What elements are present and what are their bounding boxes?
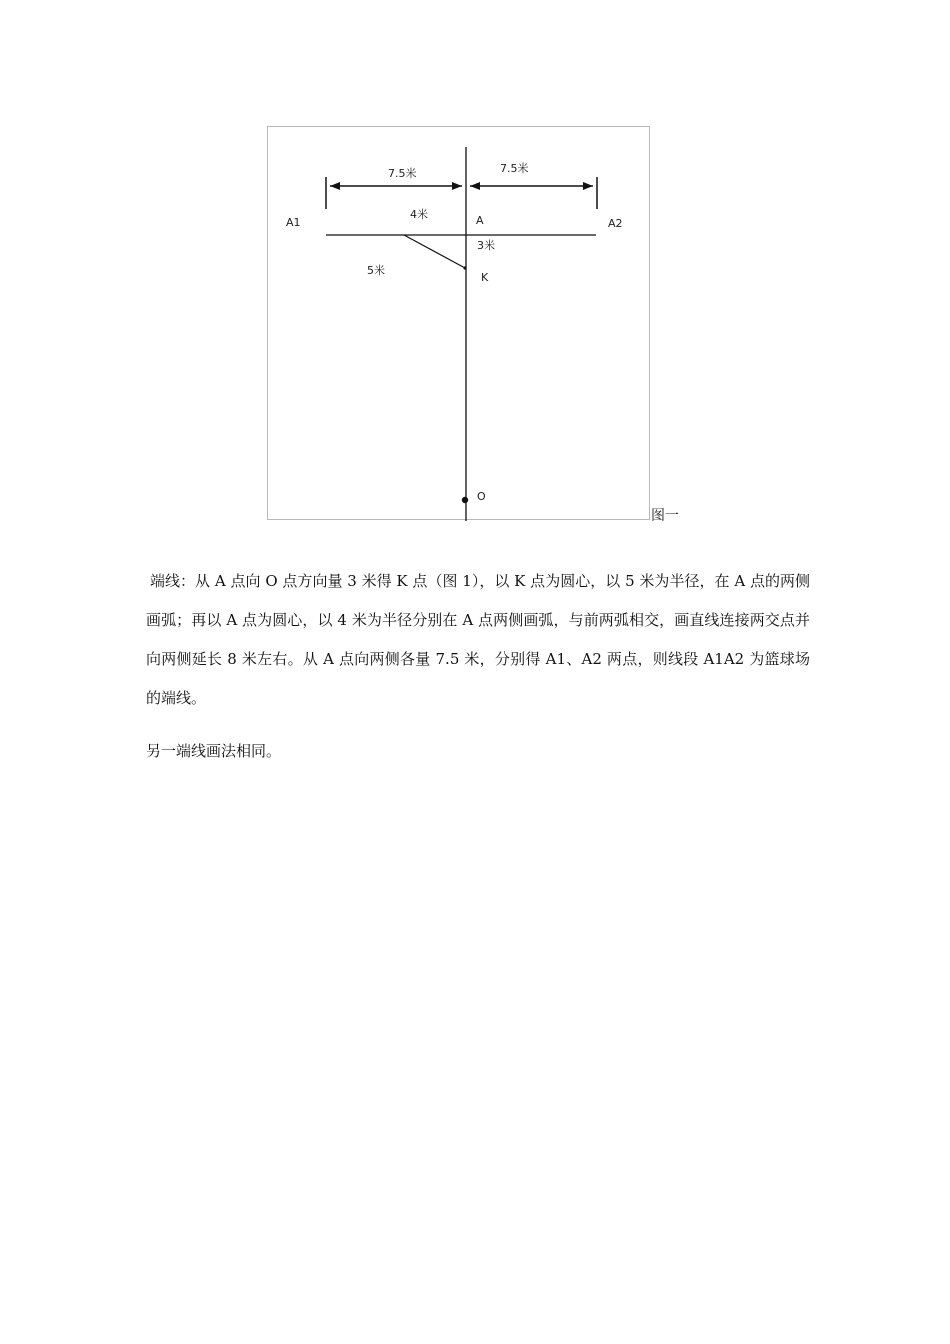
body-paragraph-1: 端线：从 A 点向 O 点方向量 3 米得 K 点（图 1），以 K 点为圆心，以 5 米为半径，在 A 点的两侧画弧；再以 A 点为圆心，以 4 米为半径分别在 A 点两侧画弧，与前两弧相交，画直线连接两交点并向两侧延长 8 米左右。从 A 点向两侧各量 7.5 米，分别得 A1、A2 两点，则线段 A1A2 为篮球场的端线。 (146, 572, 810, 707)
label-a2: A2 (608, 217, 623, 230)
point-k (463, 266, 466, 269)
label-3m: 3米 (477, 239, 495, 252)
label-a1: A1 (286, 216, 301, 229)
figure-caption: 图一 (651, 508, 679, 524)
label-o: O (477, 490, 486, 503)
label-a: A (476, 214, 484, 227)
segment-5m (404, 235, 465, 268)
label-k: K (481, 271, 489, 284)
figure-drawing (268, 127, 651, 521)
arrowhead-right-inner (470, 182, 480, 190)
body-paragraph-2: 另一端线画法相同。 (146, 742, 282, 760)
construction-figure (267, 126, 650, 520)
label-dim-right: 7.5米 (500, 162, 529, 175)
point-o (462, 497, 468, 503)
arrowhead-left-outer (330, 182, 340, 190)
label-5m: 5米 (367, 264, 385, 277)
arrowhead-left-inner (452, 182, 462, 190)
label-4m: 4米 (410, 208, 428, 221)
arrowhead-right-outer (583, 182, 593, 190)
label-dim-left: 7.5米 (388, 167, 417, 180)
